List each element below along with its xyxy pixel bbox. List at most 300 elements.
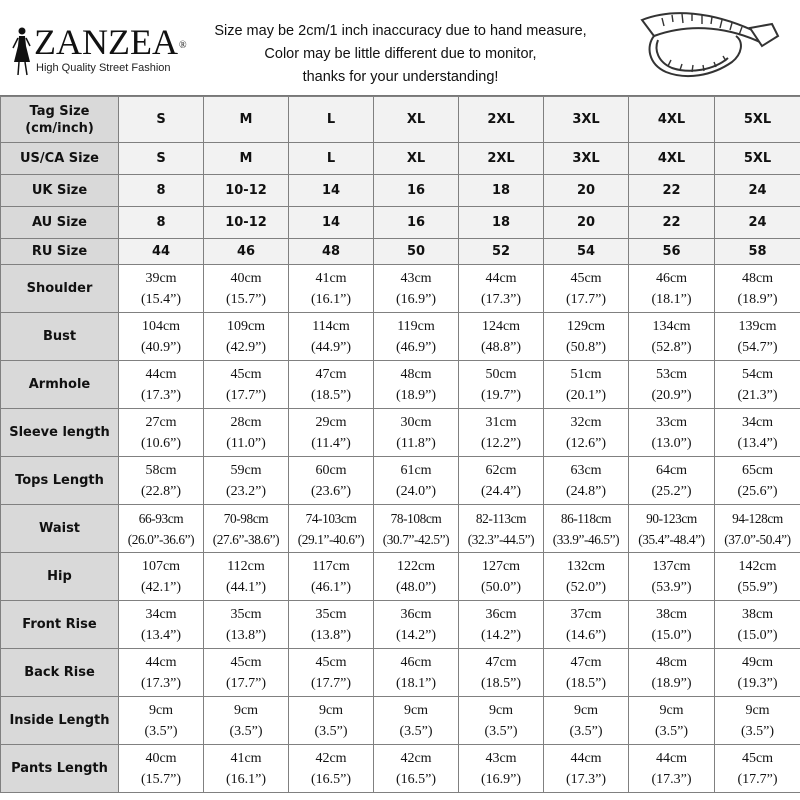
- inch-value: (44.1”): [225, 579, 267, 595]
- cm-value: 37cm: [570, 606, 602, 622]
- measurement-cell: [204, 745, 289, 793]
- inch-value: (13.8”): [310, 627, 352, 643]
- inch-value: (52.8”): [651, 339, 692, 355]
- cm-value: 45cm: [741, 750, 774, 766]
- measurement-cell: [544, 697, 629, 745]
- row-label: [1, 207, 119, 239]
- cm-value: 65cm: [741, 462, 774, 478]
- cm-value: 9cm: [488, 702, 514, 718]
- cm-value: 9cm: [403, 702, 429, 718]
- cm-value: 40cm: [230, 270, 262, 286]
- measurement-cell: [289, 697, 374, 745]
- inch-value: (18.9”): [737, 291, 778, 307]
- measurement-cell: [119, 601, 204, 649]
- measurement-cell: [544, 361, 629, 409]
- inch-value: (54.7”): [737, 339, 778, 355]
- inch-value: (23.2”): [225, 483, 267, 499]
- cm-value: 132cm: [566, 558, 606, 574]
- cm-value: 50cm: [485, 366, 517, 382]
- cm-value: 109cm: [226, 318, 266, 334]
- cm-value: 49cm: [741, 654, 774, 670]
- inch-value: (16.5”): [395, 771, 437, 787]
- measurement-cell: [715, 265, 800, 313]
- size-cell: 3XL: [544, 97, 629, 143]
- measurement-cell: [715, 313, 800, 361]
- cm-value: 45cm: [315, 654, 347, 670]
- measurement-cell: [289, 745, 374, 793]
- inch-value: (15.7”): [225, 291, 267, 307]
- row-label: Inside Length: [1, 697, 119, 745]
- size-cell: 16: [374, 175, 459, 207]
- size-cell: 24: [715, 207, 800, 239]
- measurement-cell: [459, 457, 544, 505]
- row-label: [1, 97, 119, 143]
- measurement-cell: [629, 265, 715, 313]
- cm-value: 41cm: [230, 750, 262, 766]
- size-row: [1, 175, 800, 207]
- measurement-cell: [374, 265, 459, 313]
- cm-value: 46cm: [655, 270, 688, 286]
- cm-value: 47cm: [315, 366, 347, 382]
- measurement-cell: [289, 409, 374, 457]
- row-label-text: US/CA Size: [20, 151, 99, 166]
- measurement-cell: [629, 697, 715, 745]
- size-cell: 50: [374, 239, 459, 265]
- measurement-cell: [715, 601, 800, 649]
- cm-value: 41cm: [315, 270, 347, 286]
- row-label: Pants Length: [1, 745, 119, 793]
- brand-name: ZANZEA®: [34, 22, 187, 62]
- brand-slogan: High Quality Street Fashion: [36, 62, 171, 74]
- size-cell: 14: [289, 175, 374, 207]
- size-cell: 54: [544, 239, 629, 265]
- measurement-cell: [289, 313, 374, 361]
- measurement-cell: [544, 649, 629, 697]
- cm-value: 42cm: [400, 750, 432, 766]
- cm-value: 9cm: [573, 702, 599, 718]
- cm-value: 60cm: [315, 462, 347, 478]
- inch-value: (18.1”): [651, 291, 692, 307]
- size-row: [1, 97, 800, 143]
- measurement-cell: [715, 361, 800, 409]
- measurement-cell: [459, 649, 544, 697]
- cm-value: 59cm: [230, 462, 262, 478]
- inch-value: (35.4”-48.4”): [638, 531, 705, 547]
- inch-value: (24.0”): [395, 483, 437, 499]
- measurement-cell: [629, 505, 715, 553]
- row-label: Front Rise: [1, 601, 119, 649]
- inch-value: (15.0”): [737, 627, 778, 643]
- notice-line: thanks for your understanding!: [302, 69, 499, 85]
- cm-value: 45cm: [230, 654, 262, 670]
- cm-value: 127cm: [481, 558, 521, 574]
- cm-value: 61cm: [400, 462, 432, 478]
- cm-value: 35cm: [315, 606, 347, 622]
- cm-value: 139cm: [738, 318, 777, 334]
- cm-value: 104cm: [141, 318, 181, 334]
- size-cell: S: [119, 97, 204, 143]
- size-cell: 2XL: [459, 143, 544, 175]
- measurement-cell: [459, 601, 544, 649]
- size-cell: 22: [629, 207, 715, 239]
- size-cell: 58: [715, 239, 800, 265]
- size-row: [1, 239, 800, 265]
- row-label-text: RU Size: [31, 244, 88, 259]
- inch-value: (13.8”): [225, 627, 267, 643]
- cm-value: 45cm: [230, 366, 262, 382]
- inch-value: (12.6”): [565, 435, 607, 451]
- inch-value: (48.0”): [395, 579, 437, 595]
- cm-value: 30cm: [400, 414, 432, 430]
- cm-value: 44cm: [570, 750, 602, 766]
- cm-value: 48cm: [741, 270, 774, 286]
- cm-value: 54cm: [741, 366, 774, 382]
- row-label: Armhole: [1, 361, 119, 409]
- size-cell: 4XL: [629, 143, 715, 175]
- inch-value: (3.5”): [314, 723, 348, 739]
- row-label: Sleeve length: [1, 409, 119, 457]
- measurement-cell: [374, 553, 459, 601]
- inch-value: (18.5”): [310, 387, 352, 403]
- measurement-cell: [544, 601, 629, 649]
- measurement-cell: [289, 505, 374, 553]
- inch-value: (14.6”): [565, 627, 607, 643]
- measurement-cell: [119, 505, 204, 553]
- inch-value: (11.4”): [311, 435, 351, 451]
- inch-value: (3.5”): [569, 723, 603, 739]
- measurement-cell: [629, 313, 715, 361]
- inch-value: (14.2”): [395, 627, 437, 643]
- measurement-cell: [204, 361, 289, 409]
- cm-value: 32cm: [570, 414, 602, 430]
- cm-value: 44cm: [485, 270, 517, 286]
- cm-value: 33cm: [655, 414, 688, 430]
- row-label-text: UK Size: [31, 183, 88, 198]
- row-label: Waist: [1, 505, 119, 553]
- cm-value: 117cm: [312, 558, 350, 574]
- inch-value: (11.8”): [396, 435, 436, 451]
- cm-value: 47cm: [570, 654, 602, 670]
- measurement-cell: [459, 553, 544, 601]
- cm-value: 94-128cm: [732, 510, 783, 526]
- measurement-cell: [119, 457, 204, 505]
- inch-value: (52.0”): [565, 579, 607, 595]
- cm-value: 28cm: [230, 414, 262, 430]
- cm-value: 42cm: [315, 750, 347, 766]
- inch-value: (18.9”): [395, 387, 437, 403]
- cm-value: 53cm: [655, 366, 688, 382]
- brand-logo: [4, 18, 194, 88]
- measurement-row: [1, 265, 800, 313]
- inch-value: (18.9”): [651, 675, 692, 691]
- cm-value: 36cm: [400, 606, 432, 622]
- measurement-cell: [289, 601, 374, 649]
- inch-value: (10.6”): [140, 435, 182, 451]
- measurement-cell: [544, 313, 629, 361]
- size-cell: 8: [119, 207, 204, 239]
- inch-value: (17.3”): [480, 291, 522, 307]
- inch-value: (46.1”): [310, 579, 352, 595]
- measurement-row: [1, 361, 800, 409]
- size-notice: [208, 20, 593, 89]
- measurement-row: [1, 601, 800, 649]
- cm-value: 107cm: [141, 558, 181, 574]
- inch-value: (17.7”): [310, 675, 352, 691]
- cm-value: 34cm: [145, 606, 177, 622]
- measurement-cell: [459, 505, 544, 553]
- inch-value: (16.1”): [310, 291, 352, 307]
- measurement-cell: [715, 697, 800, 745]
- cm-value: 66-93cm: [138, 510, 184, 526]
- inch-value: (15.7”): [140, 771, 182, 787]
- inch-value: (42.9”): [225, 339, 267, 355]
- size-cell: 3XL: [544, 143, 629, 175]
- inch-value: (29.1”-40.6”): [297, 531, 365, 547]
- cm-value: 47cm: [485, 654, 517, 670]
- cm-value: 29cm: [315, 414, 347, 430]
- size-cell: 10-12: [204, 207, 289, 239]
- size-cell: 46: [204, 239, 289, 265]
- inch-value: (3.5”): [484, 723, 518, 739]
- measurement-cell: [374, 505, 459, 553]
- measurement-cell: [459, 361, 544, 409]
- inch-value: (50.8”): [565, 339, 607, 355]
- measurement-row: [1, 505, 800, 553]
- size-cell: 5XL: [715, 143, 800, 175]
- inch-value: (17.3”): [140, 387, 182, 403]
- inch-value: (24.8”): [565, 483, 607, 499]
- size-cell: 10-12: [204, 175, 289, 207]
- row-label: Shoulder: [1, 265, 119, 313]
- size-cell: 18: [459, 175, 544, 207]
- inch-value: (17.3”): [651, 771, 692, 787]
- measurement-cell: [544, 409, 629, 457]
- inch-value: (18.1”): [395, 675, 437, 691]
- size-cell: 48: [289, 239, 374, 265]
- inch-value: (30.7”-42.5”): [382, 531, 450, 547]
- cm-value: 51cm: [570, 366, 602, 382]
- size-cell: XL: [374, 143, 459, 175]
- measurement-row: [1, 649, 800, 697]
- size-cell: 56: [629, 239, 715, 265]
- measurement-cell: [459, 745, 544, 793]
- measurement-cell: [119, 313, 204, 361]
- inch-value: (37.0”-50.4”): [724, 531, 791, 547]
- measurement-row: [1, 553, 800, 601]
- measurement-cell: [629, 553, 715, 601]
- cm-value: 9cm: [745, 702, 770, 718]
- measurement-cell: [715, 649, 800, 697]
- cm-value: 31cm: [485, 414, 517, 430]
- measurement-cell: [119, 697, 204, 745]
- cm-value: 44cm: [145, 366, 177, 382]
- cm-value: 38cm: [741, 606, 774, 622]
- cm-value: 58cm: [145, 462, 177, 478]
- row-label: Tops Length: [1, 457, 119, 505]
- cm-value: 129cm: [566, 318, 606, 334]
- size-cell: 44: [119, 239, 204, 265]
- inch-value: (11.0”): [226, 435, 266, 451]
- cm-value: 9cm: [148, 702, 174, 718]
- inch-value: (53.9”): [651, 579, 692, 595]
- size-cell: 52: [459, 239, 544, 265]
- measurement-cell: [289, 649, 374, 697]
- measurement-cell: [629, 745, 715, 793]
- inch-value: (19.7”): [480, 387, 522, 403]
- cm-value: 38cm: [655, 606, 688, 622]
- size-row: [1, 207, 800, 239]
- inch-value: (25.2”): [651, 483, 692, 499]
- cm-value: 44cm: [655, 750, 688, 766]
- measurement-cell: [629, 361, 715, 409]
- row-label: Back Rise: [1, 649, 119, 697]
- measurement-cell: [629, 457, 715, 505]
- cm-value: 63cm: [570, 462, 602, 478]
- inch-value: (15.4”): [140, 291, 182, 307]
- measurement-cell: [544, 265, 629, 313]
- inch-value: (40.9”): [140, 339, 182, 355]
- row-label-text: Tag Size: [29, 103, 90, 119]
- size-cell: 5XL: [715, 97, 800, 143]
- measurement-cell: [204, 457, 289, 505]
- cm-value: 142cm: [738, 558, 777, 574]
- inch-value: (20.9”): [651, 387, 692, 403]
- inch-value: (42.1”): [140, 579, 182, 595]
- measurement-cell: [374, 601, 459, 649]
- cm-value: 43cm: [485, 750, 517, 766]
- size-cell: 18: [459, 207, 544, 239]
- inch-value: (20.1”): [565, 387, 607, 403]
- measurement-cell: [119, 361, 204, 409]
- measurement-cell: [289, 457, 374, 505]
- inch-value: (15.0”): [651, 627, 692, 643]
- cm-value: 74-103cm: [305, 510, 357, 526]
- row-label-subtext: (cm/inch): [25, 120, 94, 136]
- inch-value: (17.7”): [565, 291, 607, 307]
- cm-value: 39cm: [145, 270, 177, 286]
- inch-value: (44.9”): [310, 339, 352, 355]
- cm-value: 9cm: [233, 702, 259, 718]
- measurement-row: [1, 409, 800, 457]
- cm-value: 9cm: [659, 702, 684, 718]
- cm-value: 44cm: [145, 654, 177, 670]
- measurement-cell: [204, 313, 289, 361]
- size-cell: M: [204, 143, 289, 175]
- row-label-text: AU Size: [32, 215, 87, 230]
- measurement-cell: [204, 601, 289, 649]
- cm-value: 9cm: [318, 702, 344, 718]
- cm-value: 82-113cm: [475, 510, 527, 526]
- size-cell: L: [289, 143, 374, 175]
- fashion-figure-icon: [10, 26, 32, 76]
- inch-value: (17.7”): [737, 771, 778, 787]
- cm-value: 34cm: [741, 414, 774, 430]
- cm-value: 62cm: [485, 462, 517, 478]
- inch-value: (46.9”): [395, 339, 437, 355]
- size-cell: L: [289, 97, 374, 143]
- measurement-cell: [204, 697, 289, 745]
- inch-value: (19.3”): [737, 675, 778, 691]
- inch-value: (17.3”): [565, 771, 607, 787]
- measurement-cell: [715, 457, 800, 505]
- inch-value: (50.0”): [480, 579, 522, 595]
- row-label: [1, 175, 119, 207]
- measurement-cell: [544, 553, 629, 601]
- measurement-cell: [544, 457, 629, 505]
- measurement-row: [1, 697, 800, 745]
- inch-value: (17.3”): [140, 675, 182, 691]
- measurement-cell: [374, 649, 459, 697]
- measurement-cell: [374, 409, 459, 457]
- inch-value: (55.9”): [737, 579, 778, 595]
- measurement-cell: [119, 553, 204, 601]
- size-cell: S: [119, 143, 204, 175]
- measurement-cell: [289, 361, 374, 409]
- measurement-cell: [119, 265, 204, 313]
- measurement-cell: [459, 265, 544, 313]
- measurement-cell: [629, 649, 715, 697]
- inch-value: (24.4”): [480, 483, 522, 499]
- cm-value: 112cm: [227, 558, 265, 574]
- cm-value: 86-118cm: [560, 510, 612, 526]
- cm-value: 90-123cm: [646, 510, 697, 526]
- measurement-cell: [119, 649, 204, 697]
- measurement-cell: [119, 409, 204, 457]
- size-cell: M: [204, 97, 289, 143]
- size-cell: 24: [715, 175, 800, 207]
- row-label: [1, 239, 119, 265]
- header: [0, 0, 800, 96]
- size-cell: 2XL: [459, 97, 544, 143]
- inch-value: (3.5”): [229, 723, 263, 739]
- measurement-cell: [119, 745, 204, 793]
- measurement-cell: [374, 745, 459, 793]
- inch-value: (18.5”): [565, 675, 607, 691]
- measurement-cell: [204, 553, 289, 601]
- cm-value: 64cm: [655, 462, 688, 478]
- measurement-cell: [629, 409, 715, 457]
- cm-value: 134cm: [652, 318, 691, 334]
- measurement-cell: [374, 361, 459, 409]
- measurement-cell: [204, 505, 289, 553]
- measurement-cell: [629, 601, 715, 649]
- inch-value: (12.2”): [480, 435, 522, 451]
- inch-value: (13.4”): [140, 627, 182, 643]
- size-cell: 4XL: [629, 97, 715, 143]
- measurement-cell: [715, 505, 800, 553]
- cm-value: 114cm: [312, 318, 350, 334]
- cm-value: 122cm: [396, 558, 436, 574]
- cm-value: 46cm: [400, 654, 432, 670]
- cm-value: 45cm: [570, 270, 602, 286]
- measurement-cell: [459, 313, 544, 361]
- measurement-row: [1, 745, 800, 793]
- measurement-cell: [459, 409, 544, 457]
- inch-value: (3.5”): [144, 723, 178, 739]
- inch-value: (33.9”-46.5”): [552, 531, 620, 547]
- inch-value: (16.5”): [310, 771, 352, 787]
- inch-value: (26.0”-36.6”): [127, 531, 195, 547]
- inch-value: (3.5”): [399, 723, 433, 739]
- row-label: Bust: [1, 313, 119, 361]
- cm-value: 119cm: [397, 318, 435, 334]
- row-label: [1, 143, 119, 175]
- size-row: [1, 143, 800, 175]
- size-cell: 20: [544, 207, 629, 239]
- measurement-cell: [204, 265, 289, 313]
- measurement-cell: [204, 649, 289, 697]
- inch-value: (21.3”): [737, 387, 778, 403]
